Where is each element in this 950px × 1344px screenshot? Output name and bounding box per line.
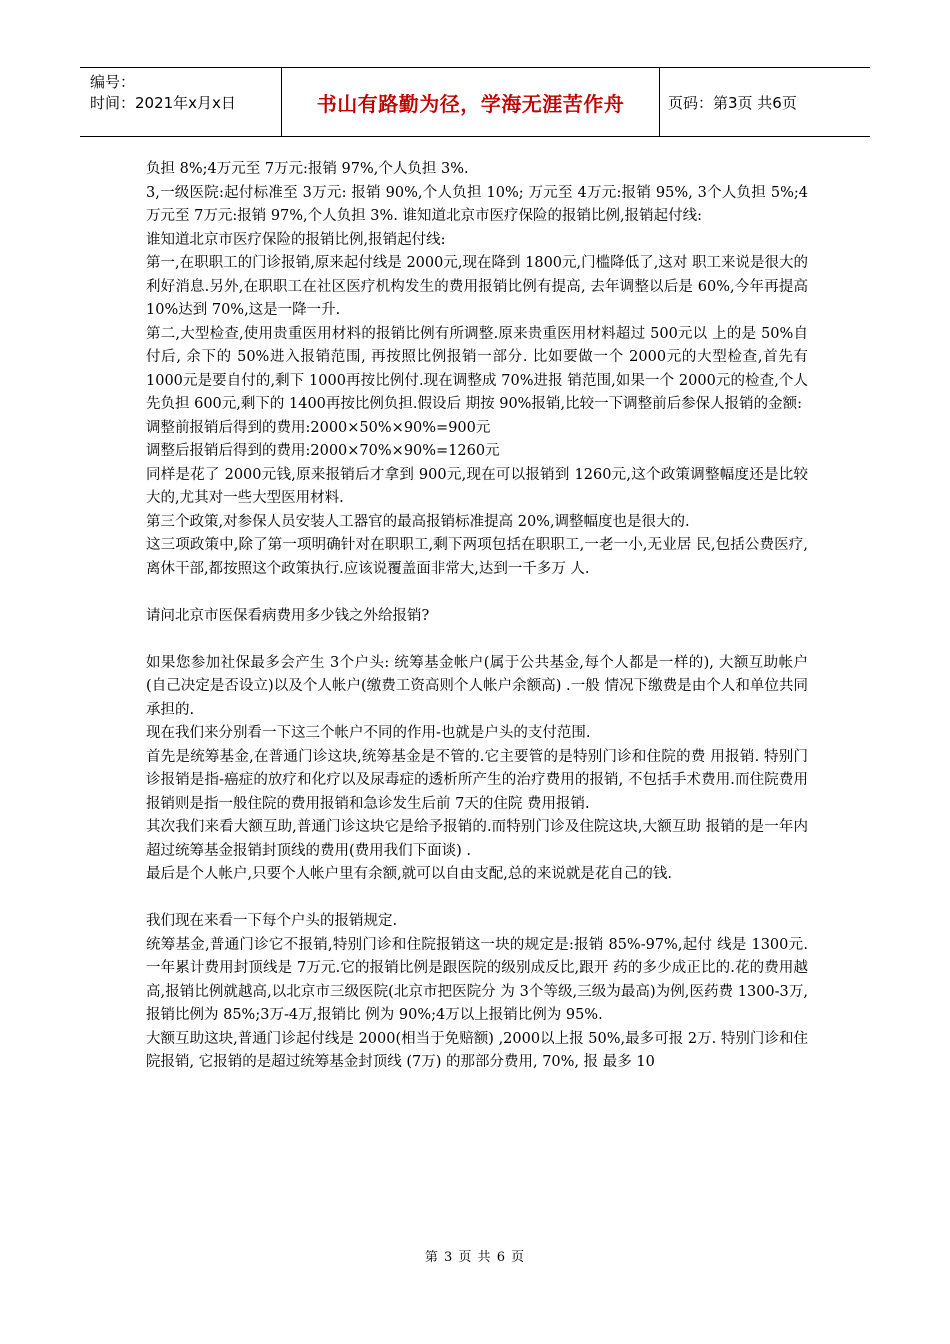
paragraph: 这三项政策中,除了第一项明确针对在职职工,剩下两项包括在职职工,一老一小,无业居 民,包括公费医疗,离休干部,都按照这个政策执行.应该说覆盖面非常大,达到一千多万 人.	[146, 537, 808, 577]
paragraph: 第二,大型检查,使用贵重医用材料的报销比例有所调整.原来贵重医用材料超过 500元以 上的是 50%自付后, 余下的 50%进入报销范围, 再按照比例报销一部分. 比如要做一个 2000元的大型检查,首先有 1000元是要自付的,剩下 1000再按比例付.现在调整成 70%进报 销范围,如果一个 2000元的检查,个人先负担 600元,剩下的 1400再按比例负担.假设后 期按 90%报销,比较一下调整前后参保人报销的金额:	[146, 325, 808, 412]
paragraph: 其次我们来看大额互助,普通门诊这块它是给予报销的.而特别门诊及住院这块,大额互助 报销的是一年内超过统筹基金报销封顶线的费用(费用我们下面谈) .	[146, 819, 808, 859]
document-body	[146, 158, 808, 1075]
page-footer: 第 3 页 共 6 页	[424, 1250, 526, 1265]
paragraph: 我们现在来看一下每个户头的报销规定.	[146, 913, 398, 929]
paragraph: 现在我们来分别看一下这三个帐户不同的作用-也就是户头的支付范围.	[146, 725, 591, 741]
paragraph: 如果您参加社保最多会产生 3个户头: 统筹基金帐户(属于公共基金,每个人都是一样的), 大额互助帐户(自己决定是否设立)以及个人帐户(缴费工资高则个人帐户余额高) .一般 情况下缴费是由个人和单位共同承担的.	[146, 654, 808, 718]
paragraph: 同样是花了 2000元钱,原来报销后才拿到 900元,现在可以报销到 1260元,这个政策调整幅度还是比较大的,尤其对一些大型医用材料.	[146, 466, 808, 506]
paragraph: 谁知道北京市医疗保险的报销比例,报销起付线:	[146, 231, 446, 248]
paragraph: 最后是个人帐户,只要个人帐户里有余额,就可以自由支配,总的来说就是花自己的钱.	[146, 866, 672, 882]
paragraph: 第一,在职职工的门诊报销,原来起付线是 2000元,现在降到 1800元,门槛降低了,这对 职工来说是很大的利好消息.另外,在职职工在社区医疗机构发生的费用报销比例有提高, 去年调整以后是 60%,今年再提高 10%达到 70%,这是一降一升.	[146, 255, 808, 318]
header-meta-cell	[80, 68, 282, 136]
doc-date-label: 时间：2021年x月x日	[90, 94, 236, 112]
paragraph: 调整后报销后得到的费用:2000×70%×90%=1260元	[146, 443, 500, 459]
paragraph: 第三个政策,对参保人员安装人工器官的最高报销标准提高 20%,调整幅度也是很大的.	[146, 513, 690, 530]
page-header	[80, 67, 870, 137]
header-page-info: 页码：第3页 共6页	[668, 93, 797, 112]
paragraph: 首先是统筹基金,在普通门诊这块,统筹基金是不管的.它主要管的是特别门诊和住院的费 用报销. 特别门诊报销是指-癌症的放疗和化疗以及尿毒症的透析所产生的治疗费用的报销, 不包括手术费用.而住院费用报销则是指一般住院的费用报销和急诊发生后前 7天的住院 费用报销.	[146, 748, 808, 812]
header-motto: 书山有路勤为径，学海无涯苦作舟	[282, 68, 660, 136]
paragraph: 负担 8%;4万元至 7万元:报销 97%,个人负担 3%.	[146, 161, 469, 177]
paragraph: 调整前报销后得到的费用:2000×50%×90%=900元	[146, 419, 491, 436]
paragraph: 统筹基金,普通门诊它不报销,特别门诊和住院报销这一块的规定是:报销 85%-97%,起付 线是 1300元.一年累计费用封顶线是 7万元.它的报销比例是跟医院的级别成反比,跟开 药的多少成正比的.花的费用越高,报销比例就越高,以北京市三级医院(北京市把医院分 为 3个等级,三级为最高)为例,医药费 1300-3万,报销比例为 85%;3万-4万,报销比 例为 90%;4万以上报销比例为 95%.	[146, 936, 808, 1023]
paragraph: 大额互助这块,普通门诊起付线是 2000(相当于免赔额) ,2000以上报 50%,最多可报 2万. 特别门诊和住院报销, 它报销的是超过统筹基金封顶线 (7万) 的那部分费用, 70%, 报 最多 10	[146, 1030, 808, 1070]
section-question: 请问北京市医保看病费用多少钱之外给报销?	[146, 607, 430, 624]
paragraph: 3,一级医院:起付标准至 3万元: 报销 90%,个人负担 10%; 万元至 4万元:报销 95%, 3个人负担 5%;4万元至 7万元:报销 97%,个人负担 3%. 谁知道北京市医疗保险的报销比例,报销起付线:	[146, 184, 808, 224]
doc-number-label: 编号：	[90, 73, 136, 91]
